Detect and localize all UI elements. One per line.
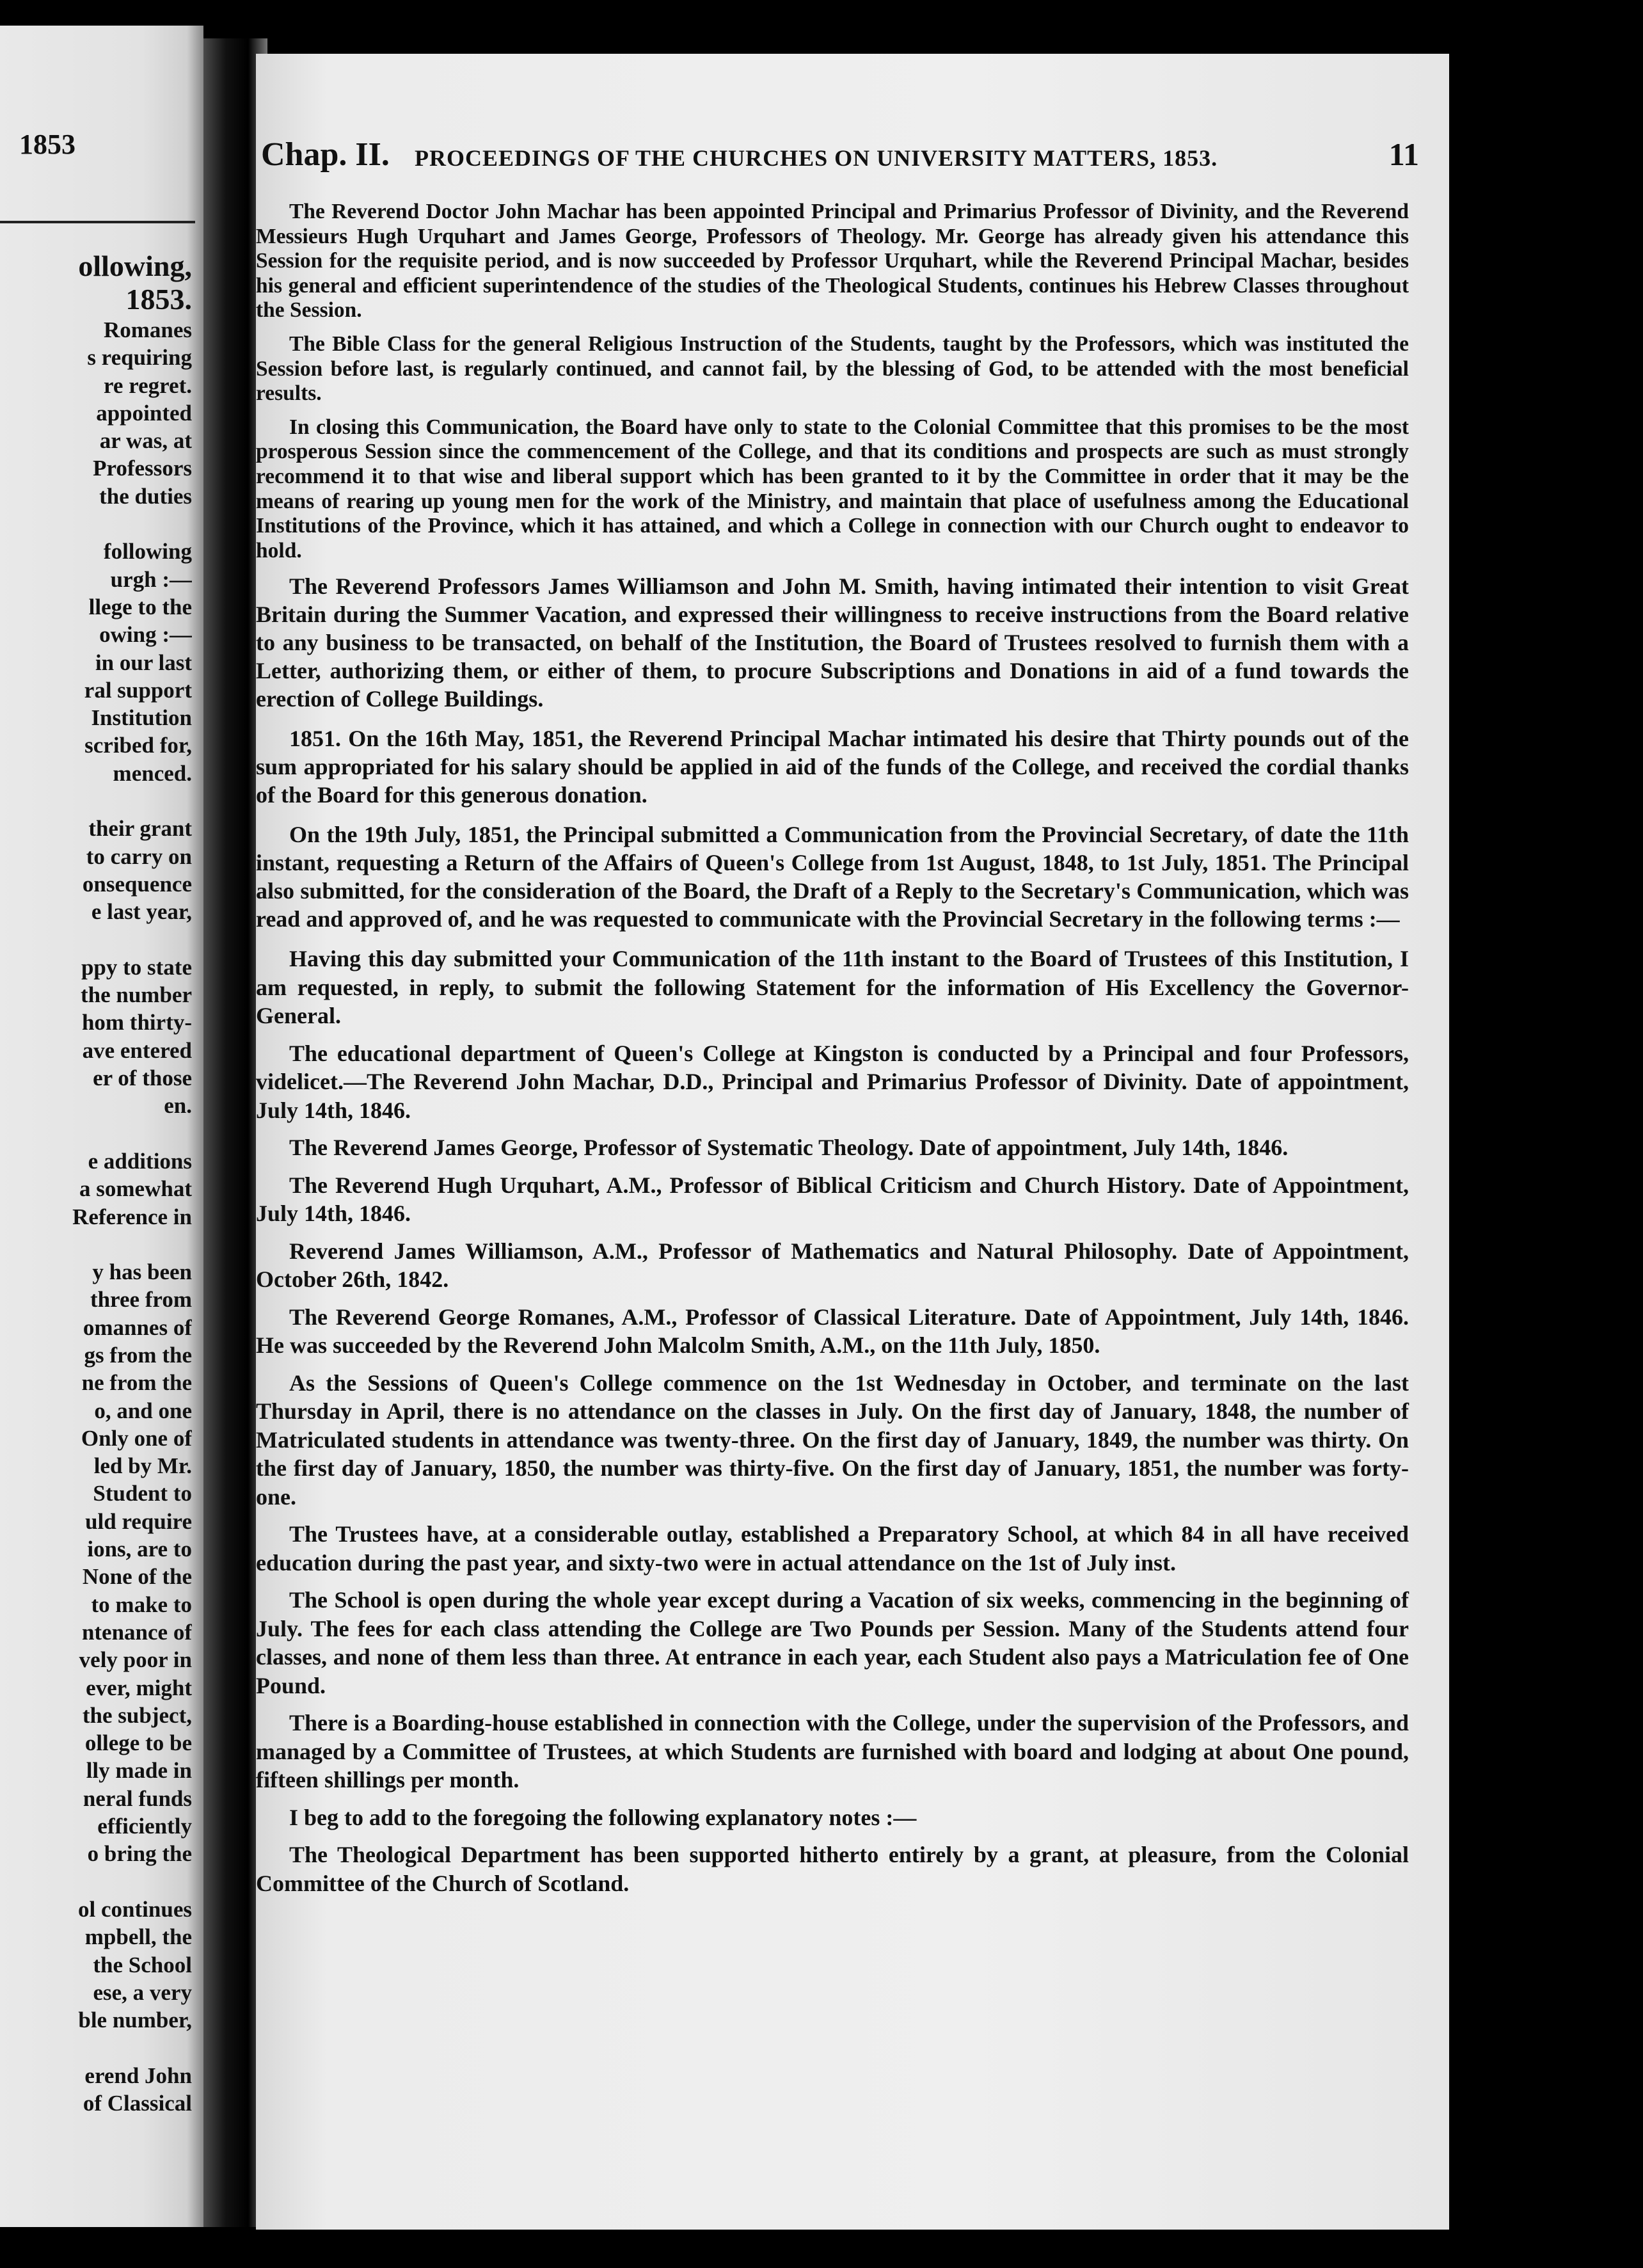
left-page-line: s requiring [87, 345, 192, 371]
left-page-line: of Classical [83, 2091, 192, 2116]
left-page-line: ntenance of [81, 1619, 192, 1645]
left-page-line: ollege to be [84, 1730, 192, 1756]
left-page-line: e additions [88, 1148, 192, 1174]
left-page-line: Institution [91, 705, 192, 731]
paragraph: The educational department of Queen's College at Kingston is conducted by a Principal and four Professors, videlicet.—The Reverend John Machar, D.D., Principal and Primarius Professor of Divinity. Date of appointment, July 14th, 1846. [256, 1040, 1409, 1123]
left-page-line: in our last [95, 650, 192, 675]
left-page-line: ppy to state [81, 954, 192, 980]
left-page-line [0, 787, 192, 815]
left-page-line: o bring the [87, 1841, 192, 1867]
page-number: 11 [1388, 136, 1419, 172]
left-page-line: ne from the [81, 1370, 192, 1396]
left-page-line: a somewhat [79, 1176, 192, 1202]
left-page-line: ral support [84, 677, 192, 703]
paragraph: I beg to add to the foregoing the following explanatory notes :— [289, 1804, 917, 1830]
left-page-line: er of those [93, 1066, 192, 1091]
left-page-line: o, and one [94, 1398, 192, 1423]
paragraph: The Theological Department has been supported hitherto entirely by a grant, at pleasure, from the Colonial Committee of the Church of Scotland. [256, 1842, 1409, 1896]
paragraph: Reverend James Williamson, A.M., Professor of Mathematics and Natural Philosophy. Date of Appointment, October 26th, 1842. [256, 1238, 1409, 1293]
paragraph: The Trustees have, at a considerable outlay, established a Preparatory School, at which 84 in all have received education during the past year, and sixty-two were in actual attendance on the 1st of July inst. [256, 1521, 1409, 1576]
left-page-line: ble number, [78, 2008, 192, 2033]
paragraph: The Reverend Professors James Williamson and John M. Smith, having intimated their intention to visit Great Britain during the Summer Vacation, and expressed their willingness to receive instructions from the Board relative to any business to be transacted, on behalf of the Institution, the Board of Trustees resolved to furnish them with a Letter, authorizing them, or either of them, to procure Subscriptions and Donations in aid of a fund towards the erection of College Buildings. [256, 573, 1409, 712]
left-page-line: en. [164, 1093, 192, 1119]
page-body [256, 200, 1409, 1906]
header-rule [0, 221, 195, 223]
left-page-line: ollowing, [78, 250, 192, 282]
left-page-line [0, 1868, 192, 1896]
chapter-label: Chap. II. [261, 136, 390, 173]
left-page-line [0, 1231, 192, 1258]
left-page-line: to make to [91, 1592, 192, 1617]
left-page-line [0, 1120, 192, 1147]
paragraph: There is a Boarding-house established in connection with the College, under the supervision of the Professors, and managed by a Committee of Trustees, at which Students are furnished with board and lodging at about One pound, fifteen shillings per month. [256, 1710, 1409, 1793]
left-page-line: None of the [82, 1564, 192, 1590]
paragraph: Having this day submitted your Communication of the 11th instant to the Board of Trustees of this Institution, I am requested, in reply, to submit the following Statement for the information of His Excellency the Governor-General. [256, 946, 1409, 1029]
paragraph: In closing this Communication, the Board have only to state to the Colonial Committee that this promises to be the most prosperous Session since the commencement of the College, and that its conditions and prospects are such as must strongly recommend it to that wise and liberal support which has been granted to it by the Committee in order that it may be the means of rearing up young men for the work of the Ministry, and maintain that place of usefulness among the Educational Institutions of the Province, which it has attained, and which a College in connection with our Church ought to endeavor to hold. [256, 415, 1409, 563]
left-page-text-fragments [0, 250, 192, 2117]
paragraph: As the Sessions of Queen's College commence on the 1st Wednesday in October, and terminate on the last Thursday in April, there is no attendance on the classes in July. On the first day of January, 1848, the number of Matriculated students in attendance was twenty-three. On the first day of January, 1849, the number was thirty. On the first day of January, 1850, the number was thirty-five. On the first day of January, 1851, the number was forty-one. [256, 1370, 1409, 1510]
previous-page [0, 26, 203, 2227]
left-page-line: hom thirty- [81, 1010, 192, 1035]
left-page-line: urgh :— [110, 566, 192, 592]
left-page-line: y has been [92, 1259, 192, 1285]
left-page-line: to carry on [86, 843, 192, 869]
left-page-line: gs from the [84, 1342, 192, 1368]
paragraph: The Reverend George Romanes, A.M., Professor of Classical Literature. Date of Appointment, July 14th, 1846. He was succeeded by the Reverend John Malcolm Smith, A.M., on the 11th July, 1850. [256, 1304, 1409, 1359]
paragraph: 1851. On the 16th May, 1851, the Reverend Principal Machar intimated his desire that Thirty pounds out of the sum appropriated for his salary should be applied in aid of the funds of the College, and received the cordial thanks of the Board for this generous donation. [256, 726, 1409, 808]
left-page-line: ar was, at [99, 428, 192, 454]
left-page-line: three from [90, 1287, 192, 1313]
left-page-line: Reference in [72, 1204, 192, 1229]
running-head [261, 136, 1419, 174]
left-page-line: the number [80, 982, 192, 1008]
left-page-line: re regret. [104, 372, 192, 398]
left-page-line: Romanes [103, 317, 192, 342]
left-page-line: ions, are to [87, 1537, 192, 1562]
left-page-line: lly made in [86, 1758, 192, 1784]
left-page-line: Student to [93, 1481, 192, 1506]
left-page-line: the subject, [82, 1702, 192, 1728]
left-page-number: 1853 [19, 129, 75, 160]
left-page-line [0, 510, 192, 538]
left-page-line: vely poor in [79, 1647, 192, 1673]
paragraph: The School is open during the whole year except during a Vacation of six weeks, commencing in the beginning of July. The fees for each class attending the College are Two Pounds per Session. Many of the Students attend four classes, and none of them less than three. At entrance in each year, each Student also pays a Matriculation fee of One Pound. [256, 1587, 1409, 1698]
running-title: PROCEEDINGS OF THE CHURCHES ON UNIVERSITY MATTERS, 1853. [415, 145, 1218, 171]
left-page-line: efficiently [97, 1814, 192, 1839]
left-page-line: erend John [84, 2063, 192, 2088]
left-page-line: the School [93, 1952, 192, 1977]
left-page-line: following [103, 539, 192, 564]
left-page-line: neral funds [83, 1785, 192, 1811]
left-page-line [0, 926, 192, 954]
paragraph: The Bible Class for the general Religious Instruction of the Students, taught by the Professors, which was instituted the Session before last, is regularly continued, and cannot fail, by the blessing of God, to be attended with the most beneficial results. [256, 331, 1409, 406]
left-page-line: appointed [96, 400, 192, 426]
left-page-line: omannes of [83, 1314, 192, 1340]
left-page-line: ese, a very [93, 1979, 192, 2005]
left-page-line: Professors [93, 456, 192, 481]
left-page-line: onsequence [82, 871, 192, 897]
left-page-line: the duties [99, 483, 192, 509]
left-page-line: mpbell, the [84, 1924, 192, 1950]
left-page-line: ol continues [78, 1896, 192, 1922]
left-page-line: led by Mr. [93, 1453, 192, 1479]
left-page-line: scribed for, [84, 733, 192, 758]
left-page-line [0, 2034, 192, 2061]
paragraph: The Reverend James George, Professor of Systematic Theology. Date of appointment, July 14th, 1846. [289, 1135, 1289, 1161]
left-page-line: e last year, [91, 899, 192, 925]
left-page-line: ever, might [86, 1675, 192, 1700]
left-page-line: ave entered [82, 1037, 192, 1063]
left-page-line: Only one of [81, 1425, 192, 1451]
left-page-line: uld require [85, 1508, 192, 1534]
current-page [256, 54, 1449, 2230]
left-page-line: llege to the [88, 594, 192, 619]
paragraph: On the 19th July, 1851, the Principal submitted a Communication from the Provincial Secretary, of date the 11th instant, requesting a Return of the Affairs of Queen's College from 1st August, 1848, to 1st July, 1851. The Principal also submitted, for the consideration of the Board, the Draft of a Reply to the Secretary's Communication, which was read and approved of, and he was requested to communicate with the Provincial Secretary in the following terms :— [256, 822, 1409, 932]
left-page-line: menced. [113, 760, 192, 786]
paragraph: The Reverend Doctor John Machar has been appointed Principal and Primarius Professor of Divinity, and the Reverend Messieurs Hugh Urquhart and James George, Professors of Theology. Mr. George has already given his attendance this Session for the requisite period, and is now succeeded by Professor Urquhart, while the Reverend Principal Machar, besides his general and efficient superintendence of the studies of the Theological Students, continues his Hebrew Classes throughout the Session. [256, 200, 1409, 323]
left-page-line: their grant [88, 816, 192, 842]
paragraph: The Reverend Hugh Urquhart, A.M., Professor of Biblical Criticism and Church History. Date of Appointment, July 14th, 1846. [256, 1172, 1409, 1227]
left-page-line: owing :— [99, 622, 192, 648]
left-page-line: 1853. [125, 283, 192, 315]
